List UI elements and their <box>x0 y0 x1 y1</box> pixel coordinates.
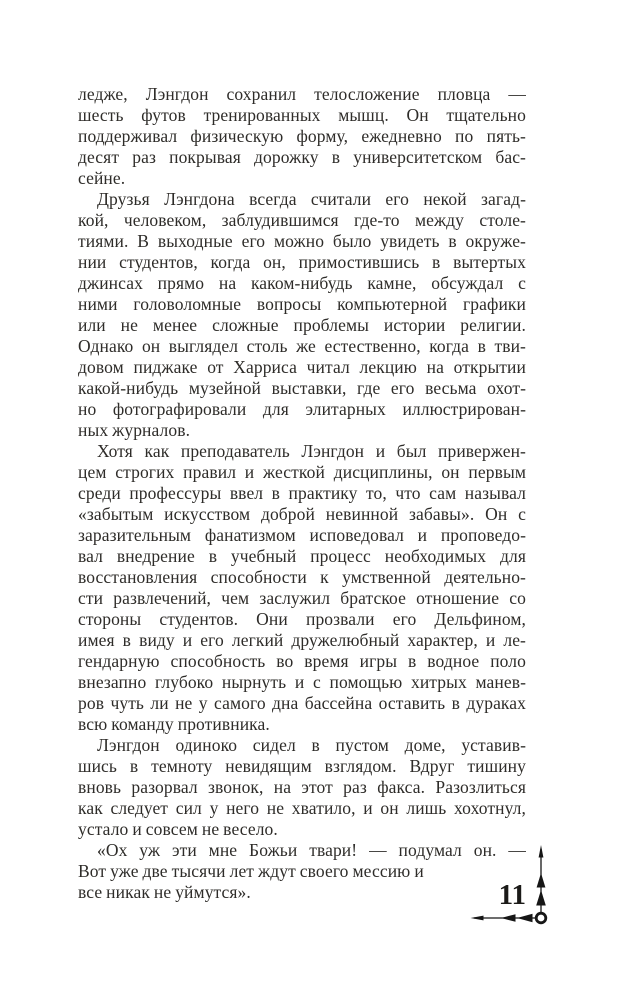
text-line: «Ох уж эти мне Божьи твари! — подумал он. — <box>97 840 526 860</box>
text-line: вал внедрение в учебный процесс необходимых для <box>78 546 526 566</box>
text-line: шись в темноту невидящим взглядом. Вдруг тишину <box>78 756 526 776</box>
text-line: десят раз покрывая дорожку в университетском бас- <box>78 147 526 167</box>
text-line: Лэнгдон одиноко сидел в пустом доме, уставив- <box>97 735 526 755</box>
left-arrows-icon <box>471 914 537 922</box>
text-line: гендарную способность во время игры в водное поло <box>78 651 526 671</box>
corner-registration-mark <box>460 840 556 932</box>
text-line: джинсах прямо на каком-нибудь камне, обсуждал с <box>78 273 526 293</box>
text-line: но фотографировали для элитарных иллюстрирован- <box>78 399 526 419</box>
text-line: или не менее сложные проблемы истории религии. <box>78 315 526 335</box>
text-line: восстановления способности к умственной деятельно- <box>78 567 526 587</box>
text-line: заразительным фанатизмом исповедовал и проповедо- <box>78 525 526 545</box>
text-line: устало и совсем не весело. <box>78 819 278 839</box>
text-line: как следует сил у него не хватило, и он лишь хохотнул, <box>78 798 526 818</box>
text-line: вновь разорвал звонок, на этот раз факса. Разозлиться <box>78 777 526 797</box>
text-line: нии студентов, когда он, примостившись в вытертых <box>78 252 526 272</box>
text-line: ных журналов. <box>78 420 191 440</box>
text-line: всю команду противника. <box>78 714 270 734</box>
paragraph <box>78 441 526 735</box>
paragraph <box>78 735 526 840</box>
text-line: стороны студентов. Они прозвали его Дельфином, <box>78 609 526 629</box>
paragraph <box>78 189 526 441</box>
text-line: какой-нибудь музейной выставки, где его весьма охот- <box>78 378 526 398</box>
text-line: поддерживал физическую форму, ежедневно по пять- <box>78 126 526 146</box>
text-block <box>78 84 526 903</box>
text-line: кой, человеком, заблудившимся где-то между столе- <box>78 210 526 230</box>
text-line: Однако он выглядел столь же естественно, когда в тви- <box>78 336 526 356</box>
text-line: ними головоломные вопросы компьютерной графики <box>78 294 526 314</box>
text-line: тиями. В выходные его можно было увидеть в окруже- <box>78 231 526 251</box>
paragraph <box>78 84 526 189</box>
text-line: довом пиджаке от Харриса читал лекцию на открытии <box>78 357 526 377</box>
text-line: сти развлечений, чем заслужил братское отношение со <box>78 588 526 608</box>
text-line: цем строгих правил и жесткой дисциплины, он первым <box>78 462 526 482</box>
text-line: Друзья Лэнгдона всегда считали его некой загад- <box>97 189 526 209</box>
text-line: Вот уже две тысячи лет ждут своего мессию и <box>78 861 424 881</box>
up-arrows-icon <box>536 845 546 913</box>
text-line: ледже, Лэнгдон сохранил телосложение пловца — <box>78 84 526 104</box>
text-line: Хотя как преподаватель Лэнгдон и был привержен- <box>97 441 526 461</box>
corner-ring-icon <box>536 913 546 923</box>
text-line: «забытым искусством доброй невинной забавы». Он с <box>78 504 526 524</box>
text-line: шесть футов тренированных мышц. Он тщательно <box>78 105 526 125</box>
paragraph <box>78 840 526 903</box>
text-line: все никак не уймутся». <box>78 882 251 902</box>
text-line: ров чуть ли не у самого дна бассейна оставить в дураках <box>78 693 526 713</box>
text-line: сейне. <box>78 168 126 188</box>
text-line: внезапно глубоко нырнуть и с помощью хитрых манев- <box>78 672 526 692</box>
text-line: среди профессуры ввел в практику то, что сам называл <box>78 483 526 503</box>
page-number: 11 <box>498 879 526 911</box>
text-line: имея в виду и его легкий дружелюбный характер, и ле- <box>78 630 526 650</box>
